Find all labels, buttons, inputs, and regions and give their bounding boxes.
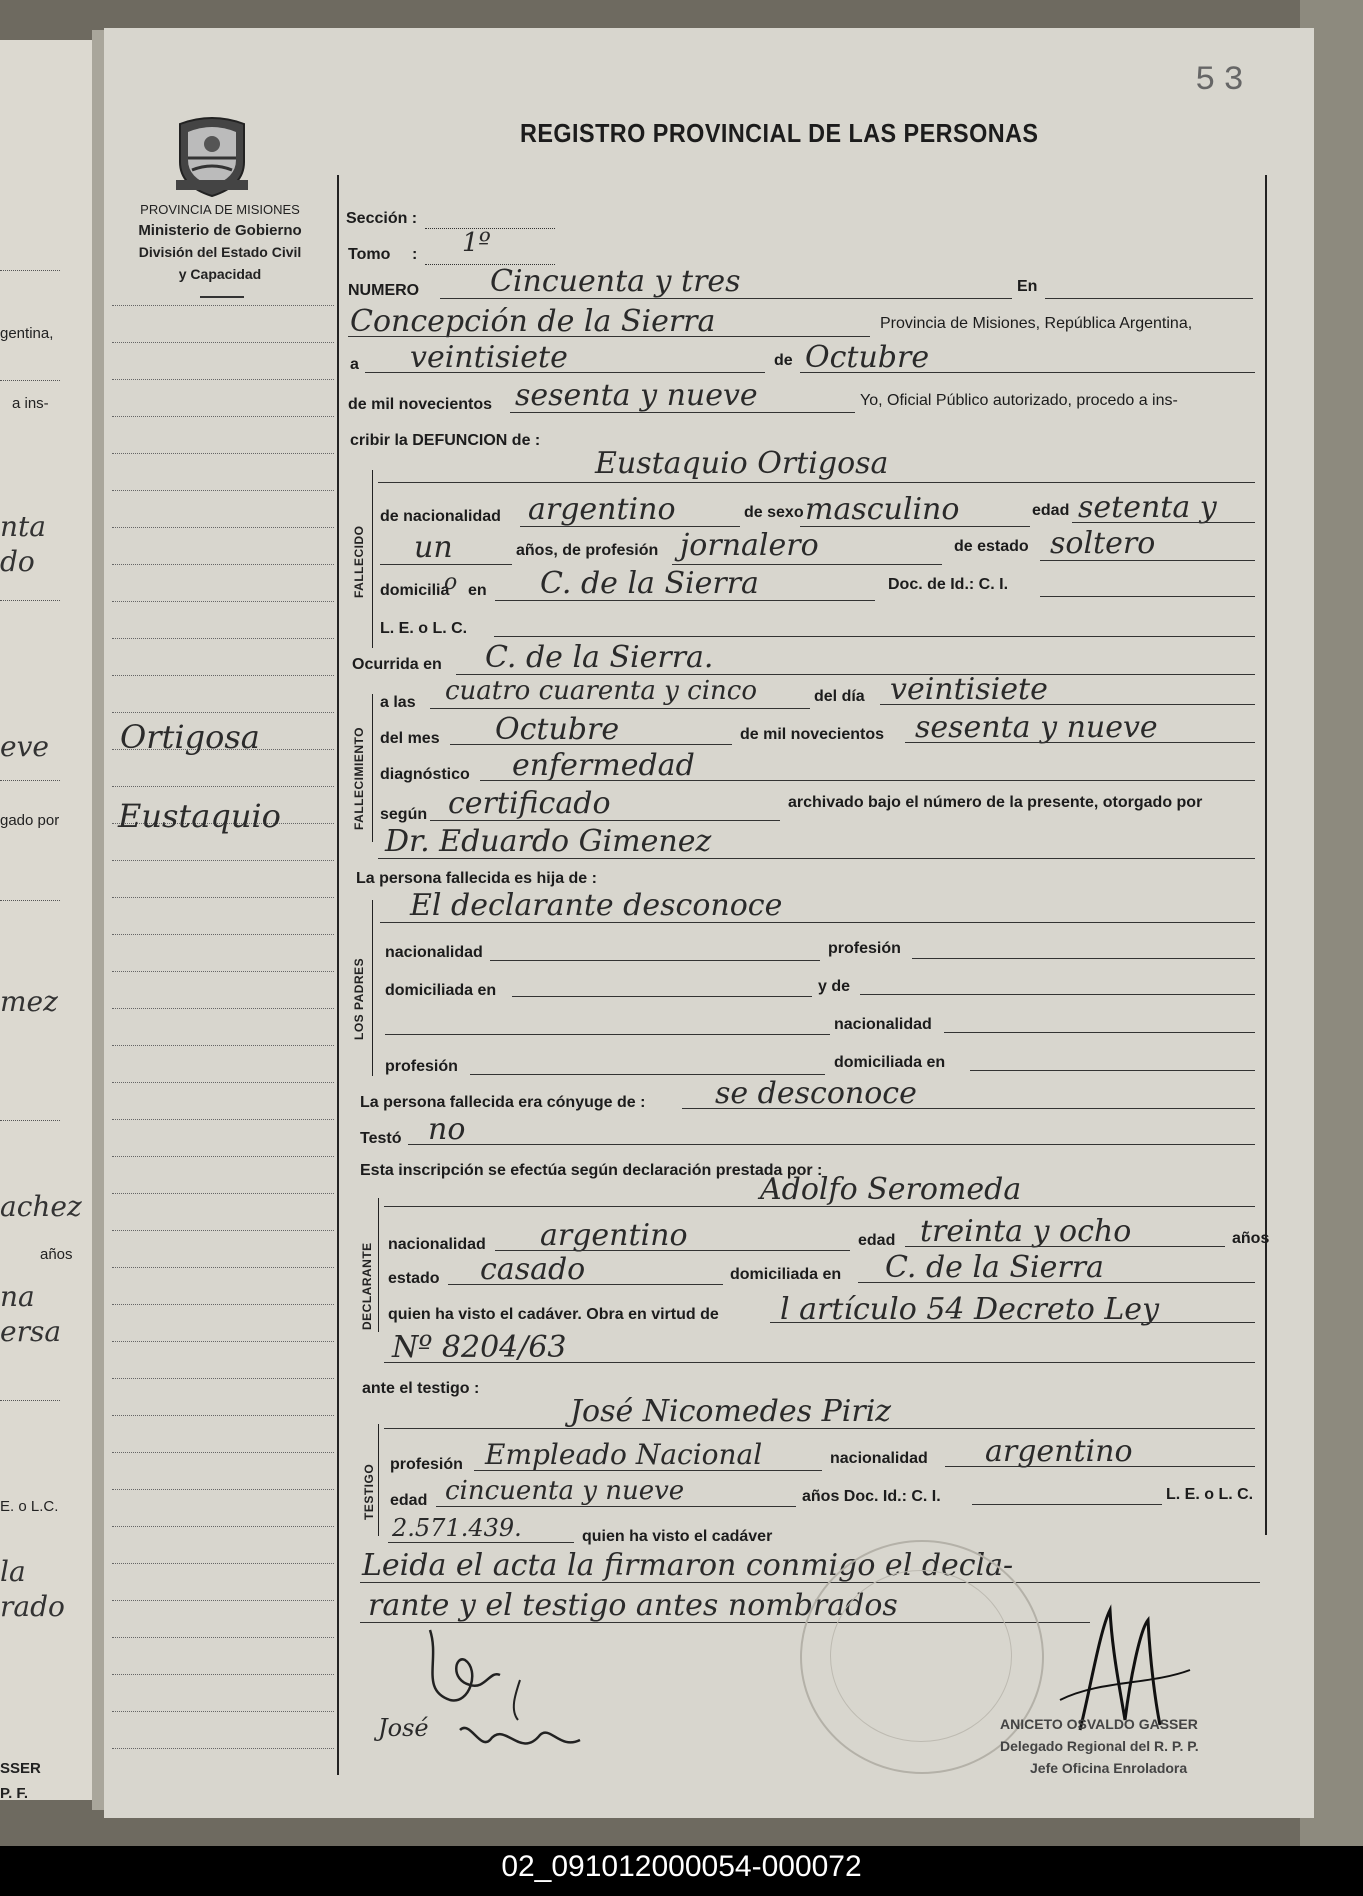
margin-line: [112, 453, 334, 454]
domicilio-en-label: en: [468, 582, 487, 599]
anio-value: sesenta y nueve: [915, 710, 1158, 745]
day-value: veintisiete: [410, 340, 568, 375]
left-page-text: a ins-: [12, 395, 49, 412]
left-page-handwriting: achez: [0, 1190, 82, 1223]
testigo-name: José Nicomedes Piriz: [570, 1394, 892, 1429]
margin-line: [112, 1415, 334, 1416]
testigo-profesion-value: Empleado Nacional: [485, 1438, 763, 1471]
margin-line: [112, 1637, 334, 1638]
testigo-side-label: TESTIGO: [362, 1463, 376, 1520]
edad-value-continued: un: [414, 530, 453, 565]
coat-of-arms-icon: [172, 110, 252, 198]
margin-line: [112, 1193, 334, 1194]
official-role: Jefe Oficina Enroladora: [1030, 1760, 1188, 1776]
madre-domiciliada-label: domiciliada en: [834, 1054, 946, 1071]
padres-side-label: LOS PADRES: [352, 957, 366, 1040]
padre-value: El declarante desconoce: [410, 888, 783, 923]
testigo-doc-label: años Doc. Id.: C. I.: [802, 1488, 941, 1505]
margin-line: [112, 1526, 334, 1527]
padre-domiciliada-label: domiciliada en: [385, 982, 497, 999]
medico-value: Dr. Eduardo Gimenez: [385, 824, 712, 859]
left-page-text: gentina,: [0, 325, 54, 342]
left-page-text: gado por: [0, 812, 60, 829]
declarante-edad-label: edad: [858, 1232, 896, 1249]
testigo-nacionalidad-label: nacionalidad: [830, 1450, 928, 1467]
a-las-label: a las: [380, 694, 416, 711]
declarante-obra-value: l artículo 54 Decreto Ley: [780, 1292, 1160, 1327]
fallecido-side-label: FALLECIDO: [352, 525, 366, 598]
left-page-handwriting: ersa: [0, 1315, 62, 1348]
testigo-profesion-label: profesión: [390, 1456, 463, 1473]
margin-line: [112, 564, 334, 565]
margin-line: [112, 1156, 334, 1157]
left-page-handwriting: eve: [0, 730, 49, 763]
declarante-estado-value: casado: [480, 1252, 586, 1287]
seccion-label: Sección :: [346, 210, 418, 227]
deceased-name: Eustaquio Ortigosa: [595, 446, 889, 481]
segun-value: certificado: [448, 786, 611, 821]
margin-line: [112, 379, 334, 380]
margin-line: [112, 1563, 334, 1564]
margin-line: [112, 1045, 334, 1046]
padre-nacionalidad-label: nacionalidad: [385, 944, 483, 961]
numero-label: NUMERO: [348, 282, 420, 299]
diagnostico-label: diagnóstico: [380, 766, 470, 783]
margin-line: [112, 416, 334, 417]
y-de-label: y de: [818, 978, 851, 995]
margin-line: [112, 786, 334, 787]
declarante-name: Adolfo Seromeda: [760, 1172, 1022, 1207]
le-label: L. E. o L. C.: [380, 620, 468, 637]
a-label: a: [350, 356, 359, 373]
oficial-text: Yo, Oficial Público autorizado, procedo a ins-: [860, 392, 1178, 409]
margin-line: [112, 675, 334, 676]
right-rule: [1265, 175, 1267, 1535]
image-caption: 02_091012000054-000072: [501, 1850, 862, 1883]
estado-label: de estado: [954, 538, 1029, 555]
edad-value: setenta y: [1078, 490, 1217, 525]
madre-profesion-label: profesión: [385, 1058, 458, 1075]
left-page-text: SSER: [0, 1760, 41, 1777]
profesion-value: jornalero: [680, 528, 819, 563]
authority-division: División del Estado Civil: [138, 244, 302, 260]
province-text: Provincia de Misiones, República Argentina,: [880, 315, 1193, 332]
margin-line: [112, 1119, 334, 1120]
en-label: En: [1017, 278, 1038, 295]
estado-value: soltero: [1050, 526, 1156, 561]
declarante-domiciliada-label: domiciliada en: [730, 1266, 842, 1283]
margin-surname: Ortigosa: [120, 718, 260, 756]
declarante-signature: [410, 1620, 650, 1800]
previous-page: [0, 40, 94, 1800]
testigo-edad-value: cincuenta y nueve: [445, 1476, 685, 1506]
margin-line: [112, 1230, 334, 1231]
testigo-edad-label: edad: [390, 1492, 428, 1509]
testo-label: Testó: [360, 1130, 402, 1147]
margin-line: [112, 527, 334, 528]
left-page-text: P. F.: [0, 1785, 29, 1800]
padre-profesion-label: profesión: [828, 940, 901, 957]
fallecimiento-side-label: FALLECIMIENTO: [352, 727, 366, 830]
de-label: de: [774, 352, 793, 369]
left-page-handwriting: rado: [0, 1590, 65, 1623]
margin-line: [112, 1674, 334, 1675]
ocurrida-label: Ocurrida en: [352, 656, 442, 673]
margin-line: [112, 712, 334, 713]
tomo-value: 1º: [462, 228, 491, 258]
testigo-doc-value: 2.571.439.: [392, 1514, 522, 1542]
testigo-nacionalidad-value: argentino: [985, 1434, 1133, 1469]
margin-line: [112, 638, 334, 639]
authority-capacity: y Capacidad: [178, 266, 262, 282]
margin-given-name: Eustaquio: [118, 797, 281, 835]
month-value: Octubre: [805, 340, 930, 375]
margin-line: [112, 1082, 334, 1083]
del-mes-label: del mes: [380, 730, 440, 747]
margin-line: [112, 1304, 334, 1305]
year-value: sesenta y nueve: [515, 378, 758, 413]
archivado-text: archivado bajo el número de la presente, otorgado por: [788, 794, 1203, 811]
inscribir-text: cribir la DEFUNCION de :: [350, 432, 541, 449]
margin-rule: [337, 175, 339, 1775]
margin-line: [112, 1489, 334, 1490]
domicilio-mark: o: [444, 570, 458, 595]
margin-line: [112, 1378, 334, 1379]
mes-value: Octubre: [495, 712, 620, 747]
del-dia-label: del día: [814, 688, 865, 705]
sexo-label: de sexo: [744, 504, 804, 521]
segun-label: según: [380, 806, 428, 823]
testigo-visto-text: quien ha visto el cadáver: [582, 1528, 773, 1545]
inscripcion-text: Esta inscripción se efectúa según declaración prestada por :: [360, 1162, 823, 1179]
dia-value: veintisiete: [890, 672, 1048, 707]
margin-line: [112, 1267, 334, 1268]
margin-line: [112, 934, 334, 935]
margin-line: [112, 1600, 334, 1601]
declarante-estado-label: estado: [388, 1270, 440, 1287]
official-name: ANICETO OSVALDO GASSER: [1000, 1716, 1198, 1732]
diagnostico-value: enfermedad: [512, 748, 695, 783]
doc-label: Doc. de Id.: C. I.: [888, 576, 1009, 593]
left-page-handwriting: do: [0, 545, 35, 578]
testigo-le-label: L. E. o L. C.: [1166, 1486, 1254, 1503]
witness-signature-text: José: [378, 1714, 429, 1742]
nacionalidad-value: argentino: [528, 492, 676, 527]
conyuge-label: La persona fallecida era cónyuge de :: [360, 1094, 646, 1111]
anos-profesion-label: años, de profesión: [516, 542, 659, 559]
testo-value: no: [428, 1112, 466, 1147]
declarante-edad-value: treinta y ocho: [920, 1214, 1132, 1249]
tomo-label: Tomo: [348, 246, 391, 263]
left-page-text: años: [40, 1246, 73, 1263]
sexo-value: masculino: [805, 492, 960, 527]
margin-line: [112, 342, 334, 343]
margin-line: [112, 1008, 334, 1009]
declarante-nacionalidad-value: argentino: [540, 1218, 688, 1253]
book-spine: [92, 30, 104, 1810]
declarante-side-label: DECLARANTE: [360, 1242, 374, 1330]
declarante-visto-text: quien ha visto el cadáver. Obra en virtud de: [388, 1306, 719, 1323]
left-page-handwriting: mez: [0, 985, 58, 1018]
declarante-domicilio-value: C. de la Sierra: [885, 1250, 1104, 1285]
margin-line: [112, 971, 334, 972]
declarante-nacionalidad-label: nacionalidad: [388, 1236, 486, 1253]
margin-line: [112, 305, 334, 306]
authority-province: PROVINCIA DE MISIONES: [140, 202, 300, 217]
official-title: Delegado Regional del R. P. P.: [1000, 1738, 1199, 1754]
domicilio-label: domicilia: [380, 582, 450, 599]
madre-nacionalidad-label: nacionalidad: [834, 1016, 932, 1033]
left-page-handwriting: na: [0, 1280, 35, 1313]
ocurrida-value: C. de la Sierra.: [485, 640, 714, 675]
place-value: Concepción de la Sierra: [350, 304, 716, 339]
nacionalidad-label: de nacionalidad: [380, 508, 501, 525]
margin-line: [112, 490, 334, 491]
margin-line: [112, 1452, 334, 1453]
authority-ministry: Ministerio de Gobierno: [138, 222, 302, 239]
declarante-anos-label: años: [1232, 1230, 1270, 1247]
closing-line-1: Leida el acta la firmaron conmigo el decla-: [362, 1548, 1014, 1583]
margin-line: [112, 897, 334, 898]
page-number: 53: [1195, 62, 1252, 100]
document-title: REGISTRO PROVINCIAL DE LAS PERSONAS: [520, 118, 1039, 148]
year-prefix: de mil novecientos: [348, 396, 493, 413]
conyuge-value: se desconoce: [715, 1076, 917, 1111]
left-page-handwriting: nta: [0, 510, 46, 543]
left-page-handwriting: la: [0, 1555, 26, 1588]
margin-line: [112, 1748, 334, 1749]
ante-testigo-label: ante el testigo :: [362, 1380, 480, 1397]
margin-line: [112, 601, 334, 602]
mil-label: de mil novecientos: [740, 726, 885, 743]
margin-line: [112, 1341, 334, 1342]
numero-value: Cincuenta y tres: [490, 264, 741, 299]
margin-line: [112, 860, 334, 861]
domicilio-value: C. de la Sierra: [540, 566, 759, 601]
closing-line-2: rante y el testigo antes nombrados: [368, 1588, 898, 1623]
edad-label: edad: [1032, 502, 1070, 519]
declarante-obra-value-continued: Nº 8204/63: [392, 1330, 567, 1365]
margin-line: [112, 1711, 334, 1712]
hora-value: cuatro cuarenta y cinco: [445, 676, 757, 706]
hija-label: La persona fallecida es hija de :: [356, 870, 597, 887]
left-page-text: E. o L.C.: [0, 1498, 59, 1515]
